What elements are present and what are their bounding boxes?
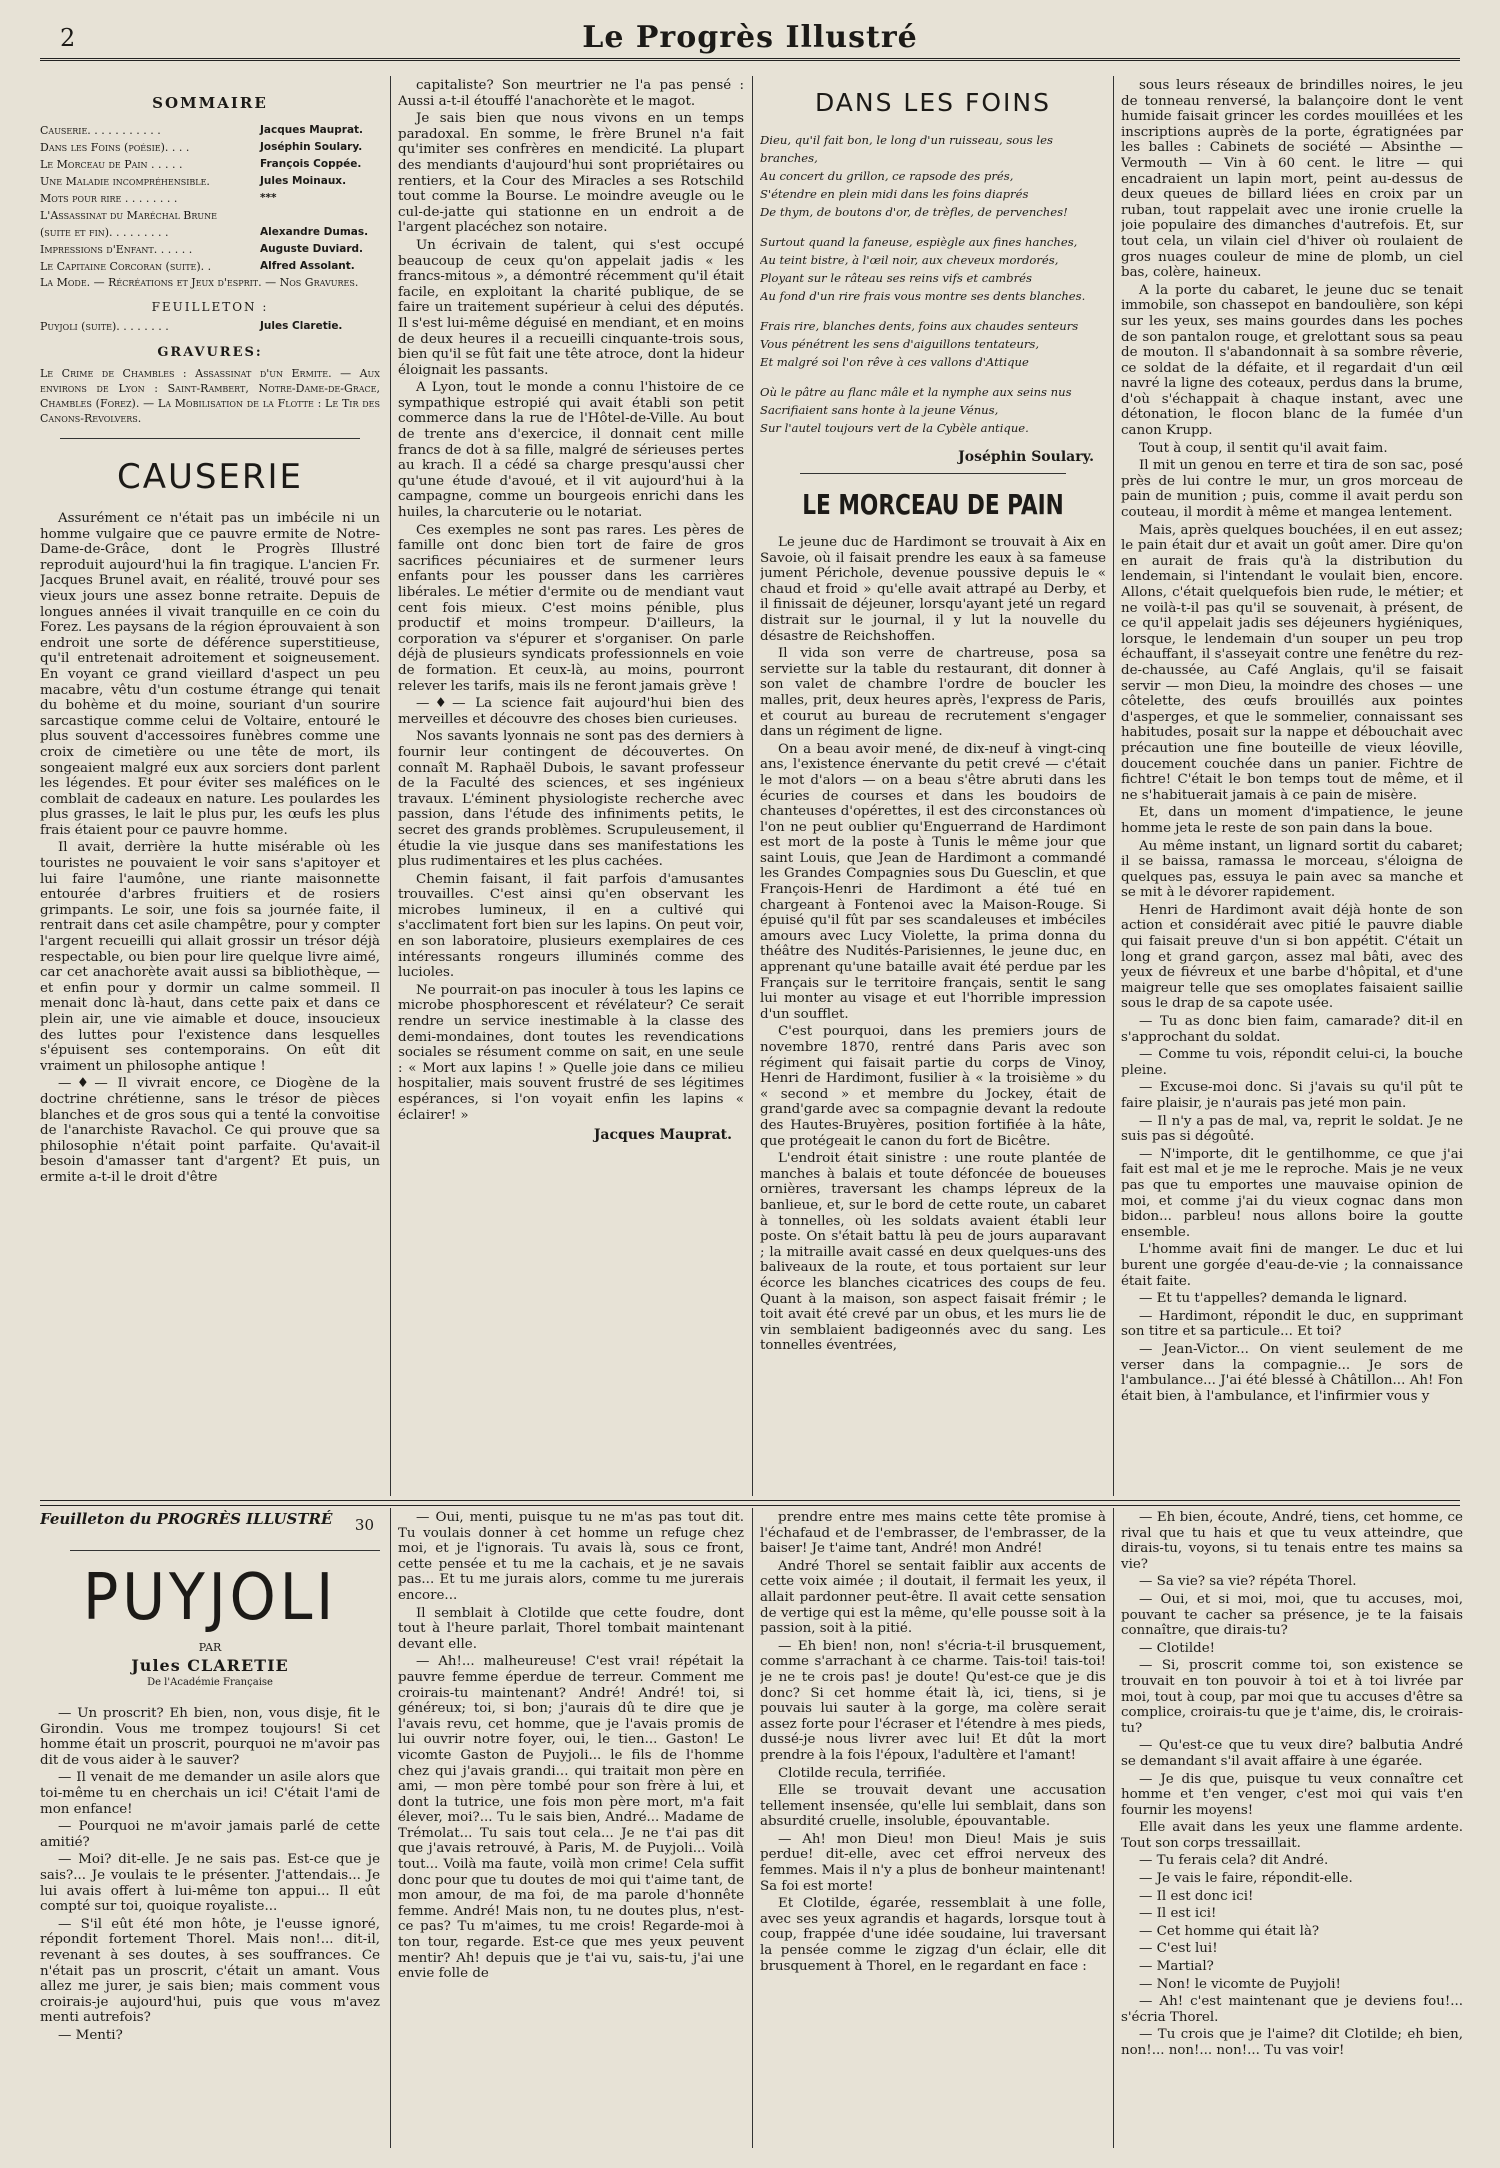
sommaire-author xyxy=(260,207,380,224)
sommaire-author: Alexandre Dumas. xyxy=(260,226,369,238)
poem-verse: Surtout quand la faneuse, espiègle aux fines hanches, xyxy=(760,235,1078,249)
column-rule xyxy=(390,1508,391,2148)
gravures-text: Le Crime de Chambles : Assassinat d'un Ermite. — Aux environs de Lyon : Saint-Rambert, Notre-Dame-de-Grace, Chambles (Forez). — La Mobilisation de la Flotte : Le Tir des Canons-Revolvers. xyxy=(40,367,380,425)
paragraph: André Thorel se sentait faiblir aux accents de cette voix aimée ; il doutait, il fermait les yeux, il allait pardonner peut-être. Il avait cette sensation de vertige qui est la même, qu'elle pousse soit à la passion, soit à la pitié. xyxy=(760,1558,1106,1637)
masthead: Le Progrès Illustré xyxy=(582,20,918,55)
section-rule xyxy=(70,1550,380,1551)
column-rule xyxy=(1113,1508,1114,2148)
sommaire-author: Joséphin Soulary. xyxy=(260,141,363,153)
column-2 xyxy=(398,78,744,1498)
column-rule xyxy=(390,76,391,1496)
section-rule xyxy=(800,473,1066,474)
sommaire-list xyxy=(40,122,380,275)
paragraph: Il semblait à Clotilde que cette foudre, dont tout à l'heure parlait, Thorel tombait maintenant devant elle. xyxy=(398,1605,744,1652)
feuilleton-author: Jules CLARETIE xyxy=(131,1656,289,1675)
feuilleton-text-col4 xyxy=(1121,1510,1463,2059)
column-1 xyxy=(40,86,380,1498)
paragraph: — Oui, et si moi, moi, que tu accuses, moi, pouvant te cacher sa présence, je te la faisais connaître, que dirais-tu? xyxy=(1121,1591,1463,1639)
paragraph: — Jean-Victor... On vient seulement de me verser dans la compagnie... Je sors de l'ambulance... J'ai été blessé à Châtillon... Ah! Fon était bien, à l'ambulance, et l'infirmier vous y xyxy=(1121,1341,1463,1404)
paragraph: Chemin faisant, il fait parfois d'amusantes trouvailles. C'est ainsi qu'en observant les microbes lumineux, il en a cultivé qui s'acclimatent fort bien sur les lapins. On peut voir, en son laboratoire, plusieurs exemplaires de ces intéressants rongeurs illuminés comme des lucioles. xyxy=(398,871,744,981)
sommaire-author: François Coppée. xyxy=(260,158,362,170)
paragraph: — C'est lui! xyxy=(1139,1941,1218,1957)
feuilleton-column-2 xyxy=(398,1510,744,2150)
paragraph: C'est pourquoi, dans les premiers jours de novembre 1870, rentré dans Paris avec son régiment qui faisait partie du corps de Vinoy, Henri de Hardimont, fusilier à « la troisième » du « second » et membre du Jockey, était de grand'garde avec sa compagnie devant la redoute des Hautes-Bruyères, position fortifiée à la hâte, que protégeait le canon du fort de Bicêtre. xyxy=(760,1024,1106,1149)
poem-stanza xyxy=(760,131,1106,221)
poem-verse: Au concert du grillon, ce rapsode des prés, xyxy=(760,169,1014,183)
sommaire-feuilleton-title: FEUILLETON : xyxy=(151,300,269,314)
poem-signature: Joséphin Soulary. xyxy=(958,449,1094,465)
page-header xyxy=(40,20,1460,61)
feuilleton-academy: De l'Académie Française xyxy=(147,1677,273,1688)
feuilleton-text-col2 xyxy=(398,1510,744,1982)
sommaire-row xyxy=(40,156,380,173)
sommaire-feuilleton-label: Puyjoli (suite). . . . . . . . xyxy=(40,320,169,333)
paragraph: Un écrivain de talent, qui s'est occupé beaucoup de ceux qu'on appelait jadis « les francs-mitous », a démontré récemment qu'il était facile, en exploitant la charité publique, de se faire un traitement supérieur à celui des députés. Il s'est lui-même déguisé en mendiant, et en moins de deux heures il a recueilli cinquante-trois sous, bien qu'il se fût fait une tête atroce, dont la hideur éloignait les passants. xyxy=(398,237,744,378)
paragraph: — Hardimont, répondit le duc, en supprimant son titre et sa particule... Et toi? xyxy=(1121,1308,1463,1340)
paragraph: Elle avait dans les yeux une flamme ardente. Tout son corps tressaillait. xyxy=(1121,1820,1463,1851)
sommaire-feuilleton-author: Jules Claretie. xyxy=(260,320,343,332)
poem-title: DANS LES FOINS xyxy=(815,88,1051,117)
column-rule xyxy=(752,76,753,1496)
paragraph: prendre entre mes mains cette tête promise à l'échafaud et de l'embrasser, de l'embrasser, de la baiser! Je t'aime tant, André! mon André! xyxy=(760,1510,1106,1557)
poem-verse: Sur l'autel toujours vert de la Cybèle antique. xyxy=(760,421,1029,435)
sommaire-label: L'Assassinat du Maréchal Brune xyxy=(40,209,217,222)
paragraph: — Qu'est-ce que tu veux dire? balbutia André se demandant s'il avait affaire à une égarée. xyxy=(1121,1738,1463,1769)
feuilleton-label: Feuilleton du PROGRÈS ILLUSTRÉ xyxy=(40,1510,333,1528)
sommaire-author: Alfred Assolant. xyxy=(260,260,355,272)
paragraph: Il vida son verre de chartreuse, posa sa serviette sur la table du restaurant, dit donner à son valet de chambre l'ordre de boucler les malles, prit, deux heures après, l'express de Paris, et courut au bureau de recrutement s'engager dans un régiment de ligne. xyxy=(760,646,1106,740)
paragraph: — Moi? dit-elle. Je ne sais pas. Est-ce que je sais?... Je voulais te le présenter. J'attendais... Je lui avais offert à lui-même ton appui... Il eût compté sur toi, quoique royaliste... xyxy=(40,1852,380,1915)
poem-verse: Vous pénétrent les sens d'aiguillons tentateurs, xyxy=(760,337,1040,351)
paragraph: — Ah! c'est maintenant que je deviens fou!... s'écria Thorel. xyxy=(1121,1994,1463,2025)
paragraph: A la porte du cabaret, le jeune duc se tenait immobile, son chassepot en bandoulière, son képi sur les yeux, ses mains gourdes dans les poches de son pantalon rouge, et grelottant sous sa peau de mouton. Il s'abandonnait à sa sombre rêverie, ce soldat de la défaite, et il regardait d'un œil navré la ligne des coteaux, perdus dans la brume, d'où s'échappait à chaque instant, avec une détonation, le flocon blanc de la fumée d'un canon Krupp. xyxy=(1121,282,1463,439)
paragraph: capitaliste? Son meurtrier ne l'a pas pensé : Aussi a-t-il étouffé l'anachorète et le magot. xyxy=(398,78,744,109)
sommaire-row xyxy=(40,207,380,224)
sommaire-row xyxy=(40,173,380,190)
causerie-title: CAUSERIE xyxy=(116,457,304,497)
paragraph: Tout à coup, il sentit qu'il avait faim. xyxy=(1139,440,1388,456)
feuilleton-column-4 xyxy=(1121,1510,1463,2150)
sommaire-title: SOMMAIRE xyxy=(152,94,268,112)
paragraph: — Cet homme qui était là? xyxy=(1139,1923,1320,1939)
paragraph: —♦— La science fait aujourd'hui bien des merveilles et découvre des choses bien curieuses. xyxy=(398,696,744,727)
sommaire-row xyxy=(40,190,380,207)
paragraph: Henri de Hardimont avait déjà honte de son action et considérait avec pitié le pauvre diable qui faisait preuve d'un si bon appétit. C'était un long et grand garçon, assez mal bâti, avec des yeux de fiévreux et une barbe d'hôpital, et d'une maigreur telle que ses omoplates faisaient saillie sous le drap de sa capote usée. xyxy=(1121,902,1463,1012)
causerie-text-col1 xyxy=(40,511,380,1186)
paragraph: A Lyon, tout le monde a connu l'histoire de ce sympathique estropié qui avait établi son petit commerce dans la rue de l'Hôtel-de-Ville. Au bout de trente ans d'exercice, il donnait cent mille francs de dot à sa fille, malgré de sérieuses pertes au krach. Il a cédé sa charge presqu'aussi cher qu'une étude d'avoué, et il vit aujourd'hui à la campagne, comme un bourgeois enrichi dans les huiles, la charcuterie ou le notariat. xyxy=(398,380,744,521)
paragraph: — Comme tu vois, répondit celui-ci, la bouche pleine. xyxy=(1121,1047,1463,1078)
feuilleton-number: 30 xyxy=(354,1516,374,1534)
poem-verse: Où le pâtre au flanc mâle et la nymphe aux seins nus xyxy=(760,385,1072,399)
paragraph: L'endroit était sinistre : une route plantée de manches à balais et toute défoncée de boueuses ornières, traversant les champs lépreux de la banlieue, et, sur le bord de cette route, un cabaret à tonnelles, où les soldats avaient établi leur poste. On s'était battu là peu de jours auparavant ; la mitraille avait cassé en deux quelques-uns des baliveaux de la route, et tous portaient sur leur écorce les blanches cicatrices des coups de feu. Quant à la maison, son aspect faisait frémir ; le toit avait été crevé par un obus, et les murs lie de vin semblaient badigeonnés avec du sang. Les tonnelles éventrées, xyxy=(760,1151,1106,1354)
paragraph: Et, dans un moment d'impatience, le jeune homme jeta le reste de son pain dans la boue. xyxy=(1121,805,1463,836)
paragraph: Ne pourrait-on pas inoculer à tous les lapins ce microbe phosphorescent et révélateur? Ce serait rendre un service inestimable à la classe des demi-mondaines, dont toutes les revendications sociales se résument comme on sait, en une seule : « Mort aux lapins ! » Quelle joie dans ce milieu hospitalier, mais souvent frustré de ses légitimes espérances, si l'on voyait enfin les lapins « éclairer! » xyxy=(398,982,744,1123)
section-rule xyxy=(60,438,360,439)
poem-verse: Sacrifiaient sans honte à la jeune Vénus, xyxy=(760,403,999,417)
poem-verse: Frais rire, blanches dents, foins aux chaudes senteurs xyxy=(760,319,1079,333)
sommaire-author: *** xyxy=(260,192,277,204)
page-number: 2 xyxy=(60,24,76,52)
paragraph: Clotilde recula, terrifiée. xyxy=(778,1765,946,1781)
sommaire-label: Dans les Foins (poésie). . . . xyxy=(40,141,190,154)
paragraph: Il mit un genou en terre et tira de son sac, posé près de lui contre le mur, un gros morceau de pain de munition ; puis, comme il avait perdu son couteau, il mordit à même et mangea lentement. xyxy=(1121,458,1463,521)
paragraph: Mais, après quelques bouchées, il en eut assez; le pain était dur et avait un goût amer. Dire qu'on en aurait de frais qu'à la distribution du lendemain, si l'intendant le voulait bien, encore. Allons, c'était quelquefois bien rude, le métier; et ne voilà-t-il pas qu'il se souvenait, à présent, de ce qu'il appelait jadis ses déjeuners hygiéniques, lorsque, le lendemain d'un souper un peu trop échauffant, il s'asseyait contre une fenêtre du rez-de-chaussée, au Café Anglais, qu'il se faisait servir — mon Dieu, la moindre des choses — une côtelette, des œufs brouillés aux pointes d'asperges, et que le sommelier, connaissant ses habitudes, posait sur la nappe et débouchait avec précaution une fine bouteille de vieux léoville, doucement couchée dans un panier. Fichtre de fichtre! C'était le bon temps tout de même, et il ne s'habituerait jamais à ce pain de misère. xyxy=(1121,522,1463,803)
poem-verse: S'étendre en plein midi dans les foins diaprés xyxy=(760,187,1029,201)
paragraph: — Ah! mon Dieu! mon Dieu! Mais je suis perdue! dit-elle, avec cet effroi nerveux des femmes. Mais il n'y a plus de bonheur maintenant! Sa foi est morte! xyxy=(760,1831,1106,1894)
paragraph: — Non! le vicomte de Puyjoli! xyxy=(1139,1976,1341,1992)
paragraph: — Si, proscrit comme toi, son existence se trouvait en ton pouvoir à toi et à toi livrée par moi, tout à coup, par moi que tu accuses d'être sa complice, croirais-tu que je t'aime, dis, le croirais-tu? xyxy=(1121,1658,1463,1736)
sommaire-label: Mots pour rire . . . . . . . . xyxy=(40,192,178,205)
sommaire-label: Impressions d'Enfant. . . . . . xyxy=(40,243,193,256)
paragraph: — Ah!... malheureuse! C'est vrai! répétait la pauvre femme éperdue de terreur. Comment me croirais-tu maintenant? André! André! toi, si généreux; toi, si bon; j'aurais dû te dire que je l'avais revu, cet homme, que je l'avais promis de lui ouvrir notre foyer, oui, le tien... Gaston! Le vicomte Gaston de Puyjoli... le fils de l'homme chez qui j'avais grandi... qui traitait mon père en ami, — mon père tombé pour son frère à lui, et dont la tutrice, une fois mon père mort, m'a fait élever, moi?... Tu le sais bien, André... Madame de Trémolat... Tu sais tout cela... Je ne t'ai pas dit que j'avais retrouvé, à Paris, M. de Puyjoli... Voilà tout... Voilà ma faute, voilà mon crime! Cela suffit donc pour que tu doutes de moi qui t'aime tant, de mon amour, de ma foi, de ma parole d'honnête femme. André! Mais non, tu ne doutes plus, n'est-ce pas? Tu m'aimes, tu me crois! Regarde-moi à ton tour, regarde. Est-ce que mes yeux peuvent mentir? Ah! depuis que je t'ai vu, sais-tu, j'ai une envie folle de xyxy=(398,1654,744,1982)
sommaire-row xyxy=(40,122,380,139)
feuilleton-text-col1 xyxy=(40,1706,380,2043)
paragraph: sous leurs réseaux de brindilles noires, le jeu de tonneau renversé, la balançoire dont le vent humide faisait grincer les cordes mouillées et les inscriptions auprès de la porte, égratignées par les balles : Cabinets de société — Absinthe — Vermouth — Vin à 60 cent. le litre — qui encadraient un lapin mort, peint au-dessus de deux queues de billard liées en croix par un ruban, tout rappelait avec une ironie cruelle la joie populaire des dimanches d'autrefois. Et, sur tout cela, un vilain ciel d'hiver où roulaient de gros nuages couleur de mine de plomb, un ciel bas, colère, haineux. xyxy=(1121,78,1463,281)
paragraph: L'homme avait fini de manger. Le duc et lui burent une gorgée d'eau-de-vie ; la connaissance était faite. xyxy=(1121,1242,1463,1289)
paragraph: — Il venait de me demander un asile alors que toi-même tu en cherchais un ici! C'était l'ami de mon enfance! xyxy=(40,1770,380,1817)
sommaire-label: (suite et fin). . . . . . . . . xyxy=(40,226,169,239)
sommaire-label: Une Maladie incompréhensible. xyxy=(40,175,210,188)
paragraph: — S'il eût été mon hôte, je l'eusse ignoré, répondit fortement Thorel. Mais non!... dit-il, revenant à ses doutes, à ses souffrances. Ce n'était pas un proscrit, c'était un amant. Vous allez me jurer, je sais bien; mais comment vous croirais-je aujourd'hui, puis que vous m'avez menti autrefois? xyxy=(40,1916,380,2026)
paragraph: Et Clotilde, égarée, ressemblait à une folle, avec ses yeux agrandis et hagards, lorsque tout à coup, frappée d'une idée soudaine, lui traversant la pensée comme le zigzag d'un éclair, elle dit brusquement à Thorel, en le regardant en face : xyxy=(760,1896,1106,1974)
paragraph: — Eh bien, écoute, André, tiens, cet homme, ce rival que tu hais et que tu veux atteindre, que dirais-tu, voyons, si tu tenais entre tes mains sa vie? xyxy=(1121,1510,1463,1572)
causerie-text-col2 xyxy=(398,78,744,1123)
paragraph: — Eh bien! non, non! s'écria-t-il brusquement, comme s'arrachant à ce charme. Tais-toi! tais-toi! je ne te crois pas! je doute! Qu'est-ce que je dis donc? Si cet homme était là, ici, tiens, si je pouvais lui sauter à la gorge, ma colère serait assez forte pour l'écraser et l'étendre à mes pieds, dussé-je nous livrer avec lui! Et dût la mort prendre à la fois l'époux, l'adultère et l'amant! xyxy=(760,1638,1106,1763)
column-3 xyxy=(760,78,1106,1498)
poem-verse: Ployant sur le râteau ses reins vifs et cambrés xyxy=(760,271,1032,285)
poem-stanza xyxy=(760,383,1106,437)
feuilleton-separator xyxy=(40,1500,1460,1506)
paragraph: Le jeune duc de Hardimont se trouvait à Aix en Savoie, où il faisait prendre les eaux à sa fameuse jument Périchole, devenue poussive depuis le « chaud et froid » qu'elle avait attrapé au Derby, et il finissait de déjeuner, lorsqu'ayant jeté un regard distrait sur le journal, il y lut la nouvelle du désastre de Reichshoffen. xyxy=(760,535,1106,644)
gravures-title: GRAVURES: xyxy=(157,345,263,360)
sommaire-row xyxy=(40,258,380,275)
column-4 xyxy=(1121,78,1463,1498)
paragraph: — Clotilde! xyxy=(1139,1640,1216,1656)
poem-verse: De thym, de boutons d'or, de trèfles, de pervenches! xyxy=(760,205,1068,219)
paragraph: — N'importe, dit le gentilhomme, ce que j'ai fait est mal et je me le reproche. Mais je ne veux pas que tu emportes une mauvaise opinion de moi, et comme j'ai du vieux cognac dans mon bidon... parbleu! nous allons boire la goutte ensemble. xyxy=(1121,1146,1463,1240)
sommaire-row xyxy=(40,139,380,156)
poem-verse: Au fond d'un rire frais vous montre ses dents blanches. xyxy=(760,289,1086,303)
sommaire-author: Auguste Duviard. xyxy=(260,243,364,255)
paragraph: Elle se trouvait devant une accusation tellement insensée, qu'elle lui semblait, dans son absurdité cruelle, insoluble, épouvantable. xyxy=(760,1783,1106,1830)
paragraph: — Menti? xyxy=(58,2027,123,2043)
poem-verse: Dieu, qu'il fait bon, le long d'un ruisseau, sous les branches, xyxy=(760,133,1053,165)
paragraph: — Sa vie? sa vie? répéta Thorel. xyxy=(1139,1574,1357,1590)
paragraph: — Un proscrit? Eh bien, non, vous disje, fit le Girondin. Vous me trompez toujours! Si cet homme était un proscrit, pourquoi ne m'avoir pas dit de vous aider à le sauver? xyxy=(40,1706,380,1768)
paragraph: — Il est ici! xyxy=(1139,1906,1217,1922)
sommaire-row xyxy=(40,224,380,241)
feuilleton-column-1 xyxy=(40,1510,380,2150)
paragraph: Assurément ce n'était pas un imbécile ni un homme vulgaire que ce pauvre ermite de Notre-Dame-de-Grâce, dont le Progrès Illustré reproduit aujourd'hui la fin tragique. L'ancien Fr. Jacques Brunel avait, en réalité, trouvé pour ses vieux jours une assez bonne retraite. Depuis de longues années il vivait tranquille en ce coin du Forez. Les paysans de la région éprouvaient à son endroit une sorte de déférence superstitieuse, qu'il entretenait adroitement et soigneusement. En voyant ce grand vieillard d'aspect un peu macabre, vêtu d'un costume étrange qui tenait du bohème et du moine, souriant d'un sourire sarcastique comme celui de Voltaire, entouré le plus souvent d'accessoires funèbres comme une croix de cimetière ou une tête de mort, ils songeaient malgré eux aux sorciers dont parlent les légendes. Et pour éviter ses maléfices on le comblait de cadeaux en nature. Les poulardes les plus grasses, le lait le plus pur, les œufs les plus frais étaient pour ce pauvre homme. xyxy=(40,511,380,838)
poem-verse: Au teint bistre, à l'œil noir, aux cheveux mordorés, xyxy=(760,253,1059,267)
paragraph: Nos savants lyonnais ne sont pas des derniers à fournir leur contingent de découvertes. On connaît M. Raphaël Dubois, le savant professeur de la Faculté des sciences, et ses ingénieux travaux. L'éminent physiologiste recherche avec passion, dans l'étude des infiniments petits, le secret des grands problèmes. Scrupuleusement, il étudie la vie jusque dans ses manifestations les plus rudimentaires et les plus cachées. xyxy=(398,729,744,870)
poem-verse: Et malgré soi l'on rêve à ces vallons d'Attique xyxy=(760,355,1029,369)
paragraph: — Oui, menti, puisque tu ne m'as pas tout dit. Tu voulais donner à cet homme un refuge chez moi, et je l'ignorais. Tu avais là, sous ce front, cette pensée et tu me la cachais, et je ne savais pas... Et tu me jurais alors, comme tu me jurerais encore... xyxy=(398,1510,744,1603)
sommaire-author: Jacques Mauprat. xyxy=(260,124,364,136)
feuilleton-title: PUYJOLI xyxy=(82,1561,338,1635)
feuilleton-column-3 xyxy=(760,1510,1106,2150)
sommaire-row xyxy=(40,241,380,258)
sommaire-label: Le Morceau de Pain . . . . . xyxy=(40,158,183,171)
paragraph: Ces exemples ne sont pas rares. Les pères de famille ont donc bien tort de faire de gros sacrifices pécuniaires et de surmener leurs enfants pour les pousser dans les carrières libérales. Le métier d'ermite ou de mendiant vaut cent fois mieux. C'est moins pénible, plus productif et moins trompeur. D'ailleurs, la corporation va s'épurer et s'organiser. On parle déjà de plusieurs syndicats professionnels en voie de formation. Et ceux-là, au moins, pourront relever les tarifs, mais ils ne feront jamais grève ! xyxy=(398,522,744,694)
sommaire-label: Causerie. . . . . . . . . . . xyxy=(40,124,161,137)
paragraph: — Excuse-moi donc. Si j'avais su qu'il pût te faire plaisir, je n'aurais pas jeté mon pain. xyxy=(1121,1080,1463,1111)
column-rule xyxy=(1113,76,1114,1496)
poem-stanza xyxy=(760,233,1106,305)
paragraph: Il avait, derrière la hutte misérable où les touristes ne pouvaient le voir sans s'apitoyer et lui faire l'aumône, une riante maisonnette entourée d'arbres fruitiers et de rosiers grimpants. Le soir, une fois sa journée faite, il rentrait dans cet asile champêtre, pour y compter l'argent recueilli qui allait grossir un trésor déjà respectable, ou bien pour lire quelque livre aimé, car cet anachorète avait aussi sa bibliothèque, — et enfin pour y dormir un calme sommeil. Il menait donc là-haut, dans cette paix et dans ce plein air, une vie aimable et douce, insoucieux des luttes pour l'existence dans lesquelles s'épuisent ses contemporains. On eût dit vraiment un philosophe antique ! xyxy=(40,840,380,1074)
paragraph: — Et tu t'appelles? demanda le lignard. xyxy=(1139,1291,1408,1307)
feuilleton-header xyxy=(40,1510,380,1534)
morceau-text-col3 xyxy=(760,535,1106,1354)
paragraph: — Je dis que, puisque tu veux connaître cet homme et t'en venger, c'est moi qui vais t'en fournir les moyens! xyxy=(1121,1771,1463,1818)
paragraph: — Martial? xyxy=(1139,1959,1214,1975)
paragraph: Je sais bien que nous vivons en un temps paradoxal. En somme, le frère Brunel n'a fait qu'imiter ses confrères en mendicité. La plupart des mendiants d'aujourd'hui sont propriétaires ou rentiers, et la Cour des Miracles a ses Rotschild tout comme la Bourse. Le moindre aveugle ou le cul-de-jatte qui stationne en un endroit a de l'argent placéchez son notaire. xyxy=(398,111,744,236)
paragraph: — Tu ferais cela? dit André. xyxy=(1139,1853,1329,1869)
paragraph: —♦— Il vivrait encore, ce Diogène de la doctrine chrétienne, sans le trésor de pièces blanches et de gros sous qui a tenté la convoitise de l'anarchiste Ravachol. Ce qui prouve que sa philosophie n'était point parfaite. Qu'avait-il besoin d'amasser tant d'argent? Et puis, un ermite a-t-il le droit d'être xyxy=(40,1076,380,1185)
poem-stanza xyxy=(760,317,1106,371)
paragraph: — Tu as donc bien faim, camarade? dit-il en s'approchant du soldat. xyxy=(1121,1014,1463,1045)
sommaire-feuilleton-row xyxy=(40,318,380,335)
sommaire-mode: La Mode. — Récréations et Jeux d'esprit. — Nos Gravures. xyxy=(40,276,359,289)
morceau-title: LE MORCEAU DE PAIN xyxy=(802,488,1064,521)
paragraph: — Je vais le faire, répondit-elle. xyxy=(1139,1871,1353,1887)
paragraph: — Il n'y a pas de mal, va, reprit le soldat. Je ne suis pas si dégoûté. xyxy=(1121,1113,1463,1145)
sommaire-label: Le Capitaine Corcoran (suite). . xyxy=(40,260,212,273)
morceau-text-col4 xyxy=(1121,78,1463,1404)
paragraph: — Tu crois que je l'aime? dit Clotilde; eh bien, non!... non!... non!... Tu vas voir! xyxy=(1121,2027,1463,2058)
feuilleton-par: PAR xyxy=(198,1641,222,1654)
sommaire-author: Jules Moinaux. xyxy=(260,175,347,187)
column-rule xyxy=(752,1508,753,2148)
paragraph: — Il est donc ici! xyxy=(1139,1888,1254,1904)
paragraph: On a beau avoir mené, de dix-neuf à vingt-cinq ans, l'existence énervante du petit crevé — c'était le mot d'alors — on a beau s'être abruti dans les écuries de courses et dans les boudoirs de chanteuses d'opérettes, il est des circonstances où l'on ne peut oublier qu'Enguerrand de Hardimont est mort de la poste à Tunis le même jour que saint Louis, que Jean de Hardimont a commandé les Grandes Compagnies sous Du Guesclin, et que François-Henri de Hardimont a été tué en chargeant à Fontenoi avec la Maison-Rouge. Si épuisé qu'il fût par ses scandaleuses et imbéciles amours avec Lucy Violette, la prima donna du théâtre des Nudités-Parisiennes, le jeune duc, en apprenant qu'une bataille avait été perdue par les Français sur le territoire français, sentit le sang lui monter au visage et eut l'horrible impression d'un soufflet. xyxy=(760,741,1106,1022)
feuilleton-text-col3 xyxy=(760,1510,1106,1974)
paragraph: Au même instant, un lignard sortit du cabaret; il se baissa, ramassa le morceau, s'éloigna de quelques pas, essuya le pain avec sa manche et se mit à le dévorer rapidement. xyxy=(1121,838,1463,901)
paragraph: — Pourquoi ne m'avoir jamais parlé de cette amitié? xyxy=(40,1819,380,1850)
causerie-signature: Jacques Mauprat. xyxy=(593,1127,732,1144)
poem-body xyxy=(760,131,1106,437)
